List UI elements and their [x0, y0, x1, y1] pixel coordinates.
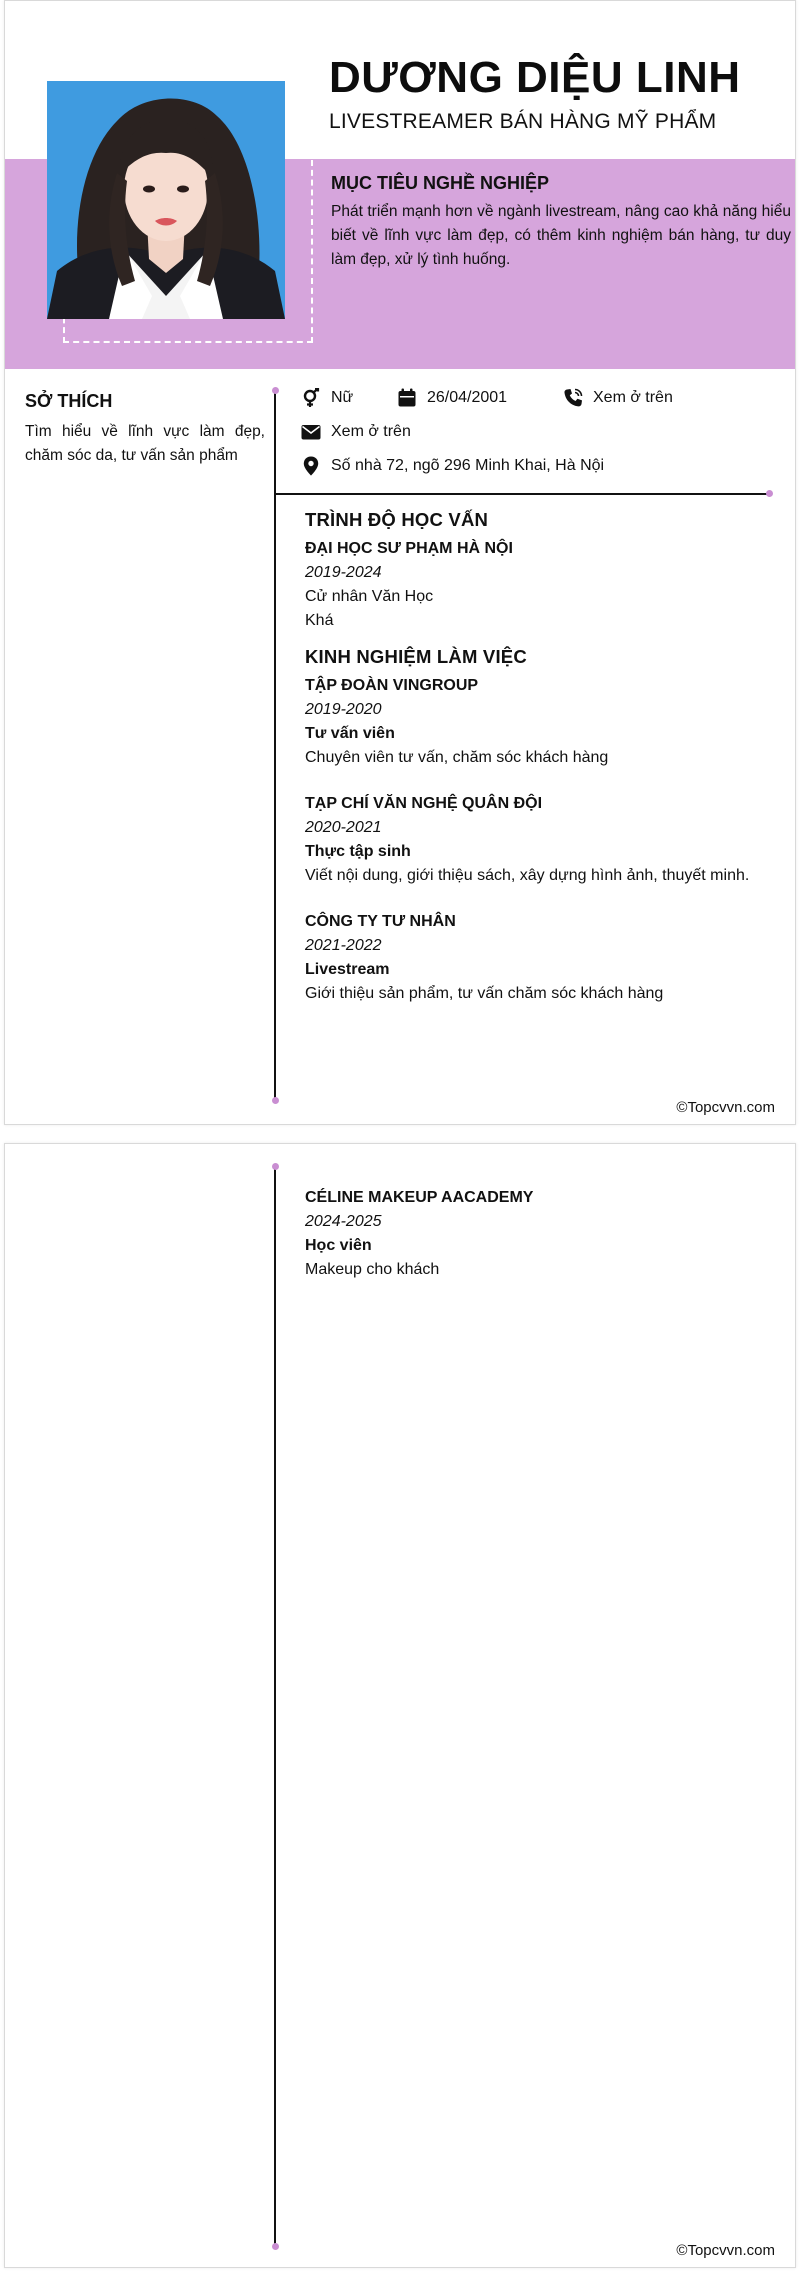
footer-brand: ©Topcvvn.com [676, 2242, 775, 2259]
hobby-section [25, 391, 265, 468]
experience-period: 2019-2020 [305, 701, 382, 718]
contact-divider [276, 493, 768, 495]
experience-entry [305, 674, 785, 770]
address-value: Số nhà 72, ngõ 296 Minh Khai, Hà Nội [331, 457, 605, 474]
timeline-dot-bottom [272, 1097, 279, 1104]
experience-heading: KINH NGHIỆM LÀM VIỆC [305, 646, 527, 667]
experience-desc: Giới thiệu sản phẩm, tư vấn chăm sóc khách hàng [305, 985, 664, 1002]
hobby-heading: SỞ THÍCH [25, 391, 113, 411]
experience-title: Học viên [305, 1237, 372, 1254]
contact-birthday [397, 388, 507, 408]
candidate-name: DƯƠNG DIỆU LINH [329, 53, 741, 102]
timeline-dot-bottom [272, 2243, 279, 2250]
experience-title: Livestream [305, 961, 390, 978]
divider-dot [766, 490, 773, 497]
contact-gender [301, 388, 353, 408]
education-entry [305, 537, 785, 633]
experience-desc: Chuyên viên tư vấn, chăm sóc khách hàng [305, 749, 609, 766]
school-name: ĐẠI HỌC SƯ PHẠM HÀ NỘI [305, 540, 513, 557]
education-period: 2019-2024 [305, 564, 382, 581]
experience-title: Tư vấn viên [305, 725, 395, 742]
objective-heading: MỤC TIÊU NGHỀ NGHIỆP [331, 173, 550, 193]
education-section [305, 509, 785, 647]
contact-phone [563, 388, 673, 408]
experience-continued [305, 1186, 785, 1296]
education-grade: Khá [305, 612, 334, 629]
experience-org: TẬP ĐOÀN VINGROUP [305, 677, 479, 694]
timeline-dot-top [272, 387, 279, 394]
objective-section [331, 173, 791, 272]
education-heading: TRÌNH ĐỘ HỌC VẤN [305, 509, 489, 530]
experience-org: CÉLINE MAKEUP AACADEMY [305, 1189, 534, 1206]
profile-photo [47, 81, 285, 319]
footer-brand: ©Topcvvn.com [676, 1099, 775, 1116]
experience-entry [305, 910, 785, 1006]
calendar-icon [397, 388, 417, 408]
email-value: Xem ở trên [331, 423, 411, 440]
experience-period: 2024-2025 [305, 1213, 382, 1230]
cv-page-1 [4, 0, 796, 1125]
contact-address [301, 456, 604, 476]
phone-value: Xem ở trên [593, 389, 673, 406]
phone-icon [563, 388, 583, 408]
experience-period: 2021-2022 [305, 937, 382, 954]
contact-email [301, 422, 411, 442]
experience-org: CÔNG TY TƯ NHÂN [305, 913, 456, 930]
experience-desc: Viết nội dung, giới thiệu sách, xây dựng hình ảnh, thuyết minh. [305, 867, 750, 884]
map-pin-icon [301, 456, 321, 476]
experience-entry [305, 792, 785, 888]
experience-section [305, 646, 785, 1020]
objective-text: Phát triển mạnh hơn về ngành livestream, nâng cao khả năng hiểu biết về lĩnh vực làm đẹp, có thêm kinh nghiệm bán hàng, tư duy làm đẹp, xử lý tình huống. [331, 203, 791, 268]
gender-value: Nữ [331, 389, 354, 406]
birthday-value: 26/04/2001 [427, 389, 508, 406]
experience-entry [305, 1186, 785, 1282]
experience-org: TẠP CHÍ VĂN NGHỆ QUÂN ĐỘI [305, 795, 543, 812]
timeline-line [274, 1166, 276, 2246]
experience-period: 2020-2021 [305, 819, 382, 836]
cv-page-2 [4, 1143, 796, 2268]
candidate-role: LIVESTREAMER BÁN HÀNG MỸ PHẨM [329, 110, 717, 133]
experience-desc: Makeup cho khách [305, 1261, 440, 1278]
timeline-dot-top [272, 1163, 279, 1170]
timeline-line [274, 390, 276, 1100]
envelope-icon [301, 422, 321, 442]
gender-icon [301, 388, 321, 408]
experience-title: Thực tập sinh [305, 843, 411, 860]
education-degree: Cử nhân Văn Học [305, 588, 434, 605]
hobby-text: Tìm hiểu về lĩnh vực làm đẹp, chăm sóc da, tư vấn sản phẩm [25, 423, 265, 464]
